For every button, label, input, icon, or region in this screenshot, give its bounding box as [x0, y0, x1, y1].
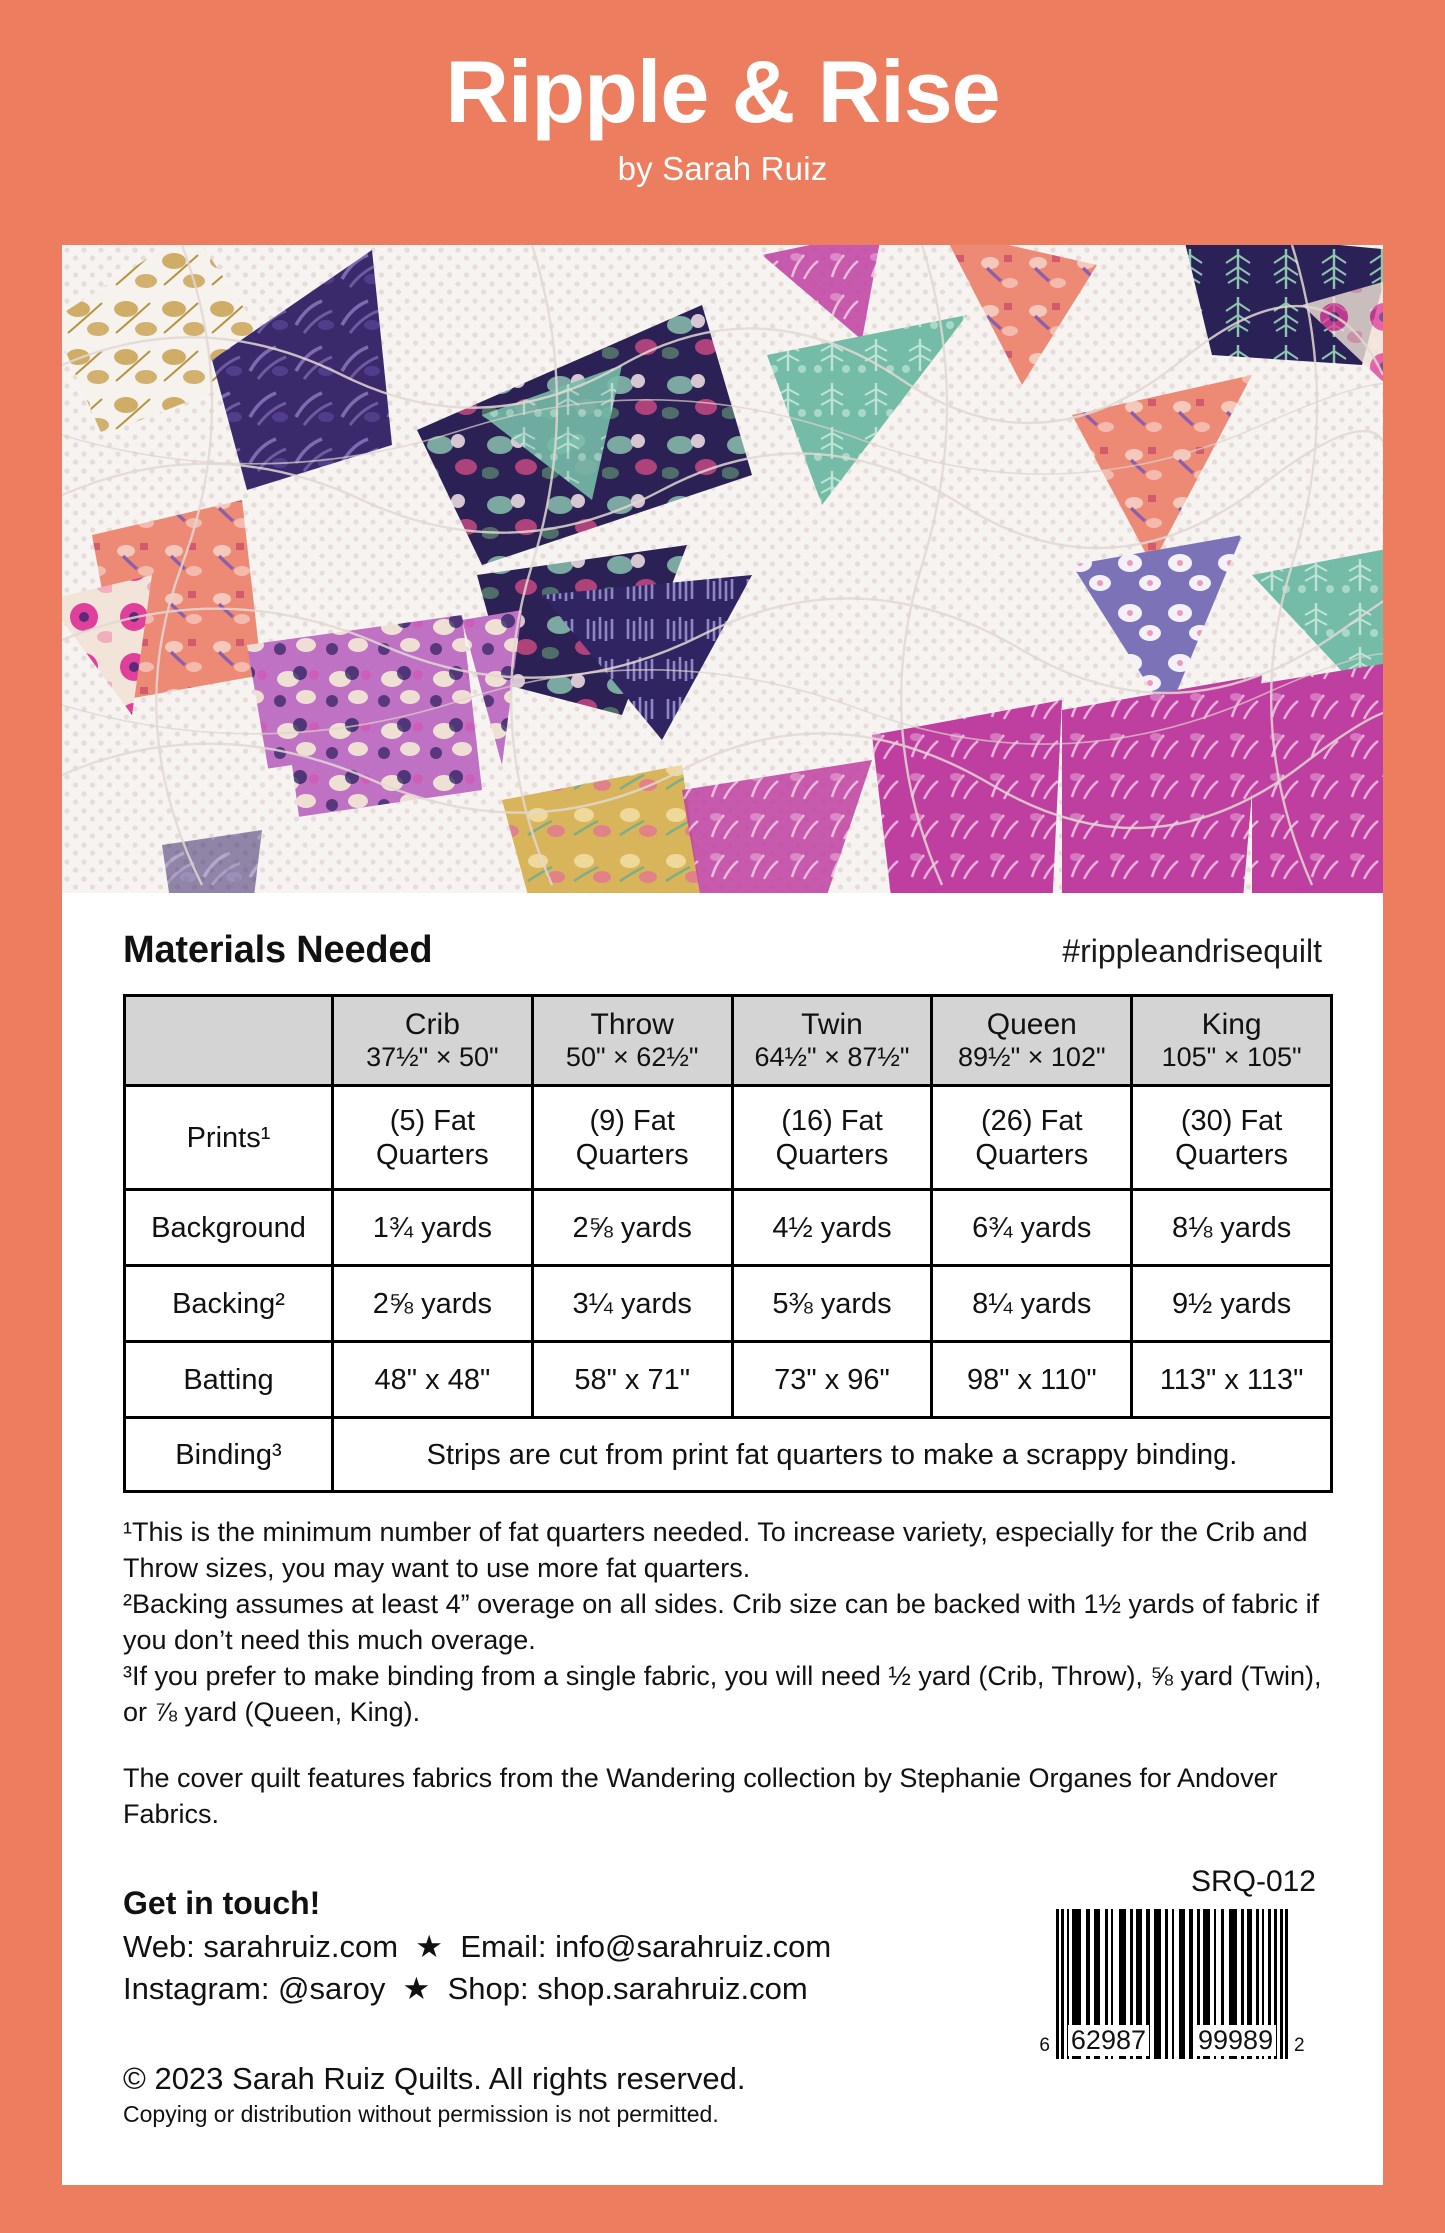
cover-header — [0, 0, 1445, 188]
cell-backing-twin: 5⅜ yards — [732, 1266, 932, 1342]
size-dim-king: 105" × 105" — [1161, 1042, 1302, 1073]
size-dim-twin: 64½" × 87½" — [754, 1042, 910, 1073]
footer-area — [123, 1864, 1322, 2185]
materials-table — [123, 994, 1333, 1493]
barcode-group-1: 62987 — [1068, 2025, 1149, 2056]
row-label-backing: Backing² — [125, 1266, 333, 1342]
copyright-sub: Copying or distribution without permission is not permitted. — [123, 2100, 719, 2127]
quilt-closeup-photo — [62, 245, 1383, 893]
contact-line-instagram-shop[interactable]: Instagram: @saroy ★ Shop: shop.sarahruiz.com — [123, 1971, 808, 2007]
table-row — [125, 1342, 1332, 1418]
barcode-block — [1022, 1865, 1322, 2056]
cell-batting-twin: 73" x 96" — [732, 1342, 932, 1418]
footnotes-block — [123, 1515, 1333, 1730]
cell-batting-queen: 98" x 110" — [932, 1342, 1132, 1418]
row-label-batting: Batting — [125, 1342, 333, 1418]
content-card — [62, 245, 1383, 2185]
hashtag-label: #rippleandrisequilt — [1062, 933, 1322, 969]
cell-background-king: 8⅛ yards — [1132, 1190, 1332, 1266]
size-header-king — [1132, 996, 1332, 1086]
cell-background-throw: 2⅝ yards — [532, 1190, 732, 1266]
contact-block — [123, 1885, 831, 2012]
cell-prints-throw: (9) Fat Quarters — [532, 1086, 732, 1190]
contact-line-web-email[interactable]: Web: sarahruiz.com ★ Email: info@sarahruiz.com — [123, 1928, 832, 1964]
cell-backing-throw: 3¼ yards — [532, 1266, 732, 1342]
size-header-twin — [732, 996, 932, 1086]
size-dim-crib: 37½" × 50" — [366, 1042, 499, 1073]
size-header-throw — [532, 996, 732, 1086]
barcode-right-digit: 2 — [1294, 2034, 1305, 2056]
table-row — [125, 1190, 1332, 1266]
footnote-2: ²Backing assumes at least 4” overage on all sides. Crib size can be backed with 1½ yards of fabric if you don’t need this much overage. — [123, 1589, 1320, 1655]
copyright-main: © 2023 Sarah Ruiz Quilts. All rights reserved. — [123, 2060, 746, 2096]
cell-backing-crib: 2⅝ yards — [333, 1266, 533, 1342]
materials-content — [62, 893, 1383, 2185]
table-header-row — [125, 996, 1332, 1086]
footnote-3: ³If you prefer to make binding from a single fabric, you will need ½ yard (Crib, Throw), ⅝ yard (Twin), or ⅞ yard (Queen, King). — [123, 1660, 1322, 1727]
table-row — [125, 1086, 1332, 1190]
cell-background-crib: 1¾ yards — [333, 1190, 533, 1266]
cell-binding-note: Strips are cut from print fat quarters to make a scrappy binding. — [333, 1418, 1332, 1492]
barcode-left-digit: 6 — [1039, 2034, 1050, 2056]
materials-section-header — [123, 929, 1322, 972]
cell-batting-king: 113" x 113" — [1132, 1342, 1332, 1418]
copyright-block — [123, 2061, 745, 2128]
page-title: Ripple & Rise — [445, 42, 1000, 141]
table-corner-cell — [125, 996, 333, 1086]
cell-background-queen: 6¾ yards — [932, 1190, 1132, 1266]
table-row — [125, 1418, 1332, 1492]
size-name-twin: Twin — [801, 1008, 863, 1041]
size-name-king: King — [1201, 1008, 1262, 1041]
size-header-crib — [333, 996, 533, 1086]
cell-prints-queen: (26) Fat Quarters — [932, 1086, 1132, 1190]
cell-backing-queen: 8¼ yards — [932, 1266, 1132, 1342]
quilt-photo-illustration — [62, 245, 1383, 893]
table-row — [125, 1266, 1332, 1342]
size-dim-throw: 50" × 62½" — [565, 1042, 699, 1073]
materials-title: Materials Needed — [123, 929, 433, 971]
size-header-queen — [932, 996, 1132, 1086]
cell-batting-throw: 58" x 71" — [532, 1342, 732, 1418]
cell-prints-twin: (16) Fat Quarters — [732, 1086, 932, 1190]
cell-backing-king: 9½ yards — [1132, 1266, 1332, 1342]
row-label-prints: Prints¹ — [125, 1086, 333, 1190]
cell-prints-crib: (5) Fat Quarters — [333, 1086, 533, 1190]
cell-background-twin: 4½ yards — [732, 1190, 932, 1266]
barcode-digits — [1022, 2025, 1322, 2056]
collection-note: The cover quilt features fabrics from the Wandering collection by Stephanie Organes for Andover Fabrics. — [123, 1762, 1278, 1829]
size-dim-queen: 89½" × 102" — [958, 1042, 1106, 1073]
cell-batting-crib: 48" x 48" — [333, 1342, 533, 1418]
footnote-1: ¹This is the minimum number of fat quarters needed. To increase variety, especially for the Crib and Throw sizes, you may want to use more fat quarters. — [123, 1517, 1308, 1584]
author-byline: by Sarah Ruiz — [617, 150, 828, 187]
barcode-group-2: 99989 — [1195, 2025, 1276, 2056]
size-name-crib: Crib — [404, 1008, 460, 1041]
row-label-background: Background — [125, 1190, 333, 1266]
cell-prints-king: (30) Fat Quarters — [1132, 1086, 1332, 1190]
contact-heading: Get in touch! — [123, 1884, 321, 1921]
size-name-queen: Queen — [986, 1008, 1077, 1041]
row-label-binding: Binding³ — [125, 1418, 333, 1492]
size-name-throw: Throw — [590, 1008, 674, 1041]
sku-label: SRQ-012 — [1190, 1864, 1316, 1898]
